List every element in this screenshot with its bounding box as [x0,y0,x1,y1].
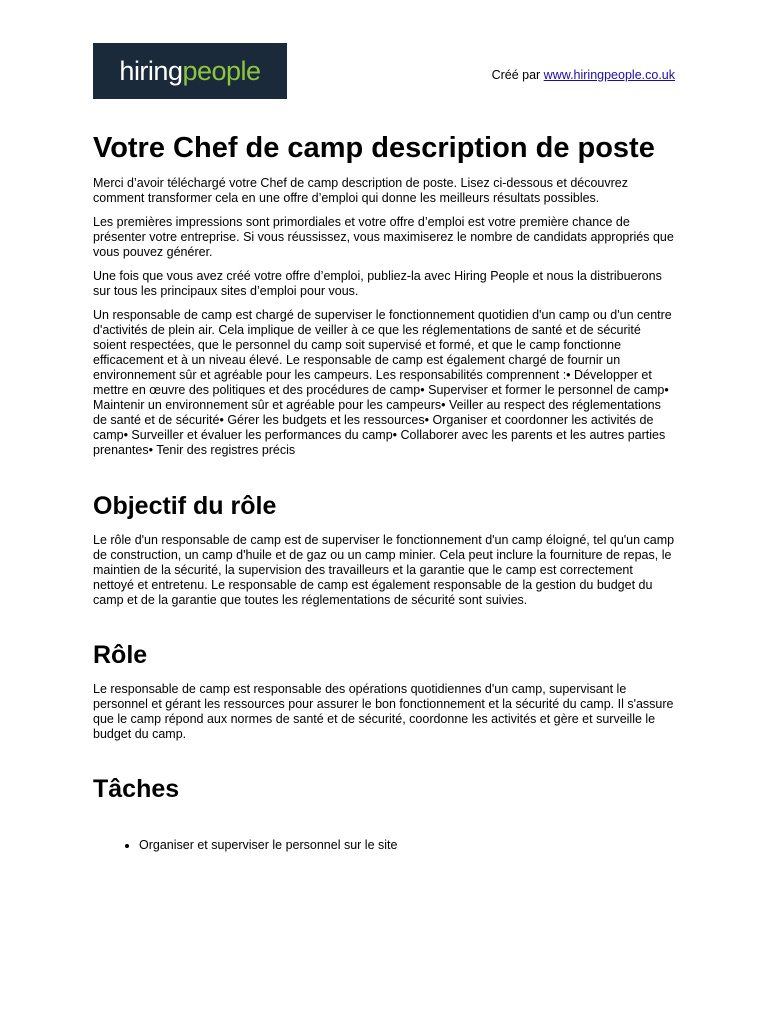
logo-word-people: people [182,55,261,86]
hiringpeople-logo [93,43,287,99]
section-paragraph: Le rôle d'un responsable de camp est de superviser le fonctionnement d'un camp éloigné, tel qu'un camp de construction, un camp d'huile et de gaz ou un camp minier. Cela peut inclure la fourniture de repas, le maintien de la sécurité, la supervision des travailleurs et la garantie que le camp est correctement nettoyé et entretenu. Le responsable de camp est également responsable de la gestion du budget du camp et de la garantie que toutes les réglementations de sécurité sont suivies. [93,533,675,607]
page-title: Votre Chef de camp description de poste [93,132,655,164]
logo-word-hiring: hiring [119,55,183,86]
section-heading: Tâches [93,775,180,803]
task-list-item: • Organiser et superviser le personnel sur le site [139,838,676,853]
intro-paragraph: Merci d’avoir téléchargé votre Chef de camp description de poste. Lisez ci-dessous et découvrez comment transformer cela en une offre d’emploi qui donne les meilleurs résultats possibles. [93,176,628,205]
section-paragraph: Le responsable de camp est responsable des opérations quotidiennes d'un camp, supervisant le personnel et gérant les ressources pour assurer le bon fonctionnement et la sécurité du camp. Il s'assure que le camp répond aux normes de santé et de sécurité, coordonne les activités et gère et surveille le budget du camp. [93,682,674,741]
section-taches [93,774,676,853]
intro-paragraph: Un responsable de camp est chargé de superviser le fonctionnement quotidien d'un camp ou d'un centre d'activités de plein air. Cela implique de veiller à ce que les réglementations de santé et de sécurité soient respectées, que le personnel du camp soit supervisé et formé, et que le camp fonctionne efficacement et à un niveau élevé. Le responsable de camp est également chargé de fournir un environnement sûr et agréable pour les campeurs. Les responsabilités comprennent :• Développer et mettre en œuvre des politiques et des procédures de camp• Superviser et former le personnel de camp• Maintenir un environnement sûr et agréable pour les campeurs• Veiller au respect des réglementations de santé et de sécurité• Gérer les budgets et les ressources• Organiser et coordonner les activités de camp• Surveiller et évaluer les performances du camp• Collaborer avec les parents et les autres parties prenantes• Tenir des registres précis [93,308,672,457]
hiringpeople-link[interactable]: www.hiringpeople.co.uk [543,68,675,82]
section-heading: Rôle [93,641,148,669]
task-list [93,838,676,853]
section-role [93,640,676,742]
section-heading: Objectif du rôle [93,492,277,520]
document-body [93,130,676,853]
intro-paragraph: Une fois que vous avez créé votre offre d’emploi, publiez-la avec Hiring People et nous la distribuerons sur tous les principaux sites d’emploi pour vous. [93,269,662,298]
intro-paragraph: Les premières impressions sont primordiales et votre offre d’emploi est votre première chance de présenter votre entreprise. Si vous réussissez, vous maximiserez le nombre de candidats appropriés que vous pouvez générer. [93,215,674,259]
section-objectif [93,491,676,608]
created-by-prefix: Créé par [491,68,544,82]
created-by [492,68,675,82]
